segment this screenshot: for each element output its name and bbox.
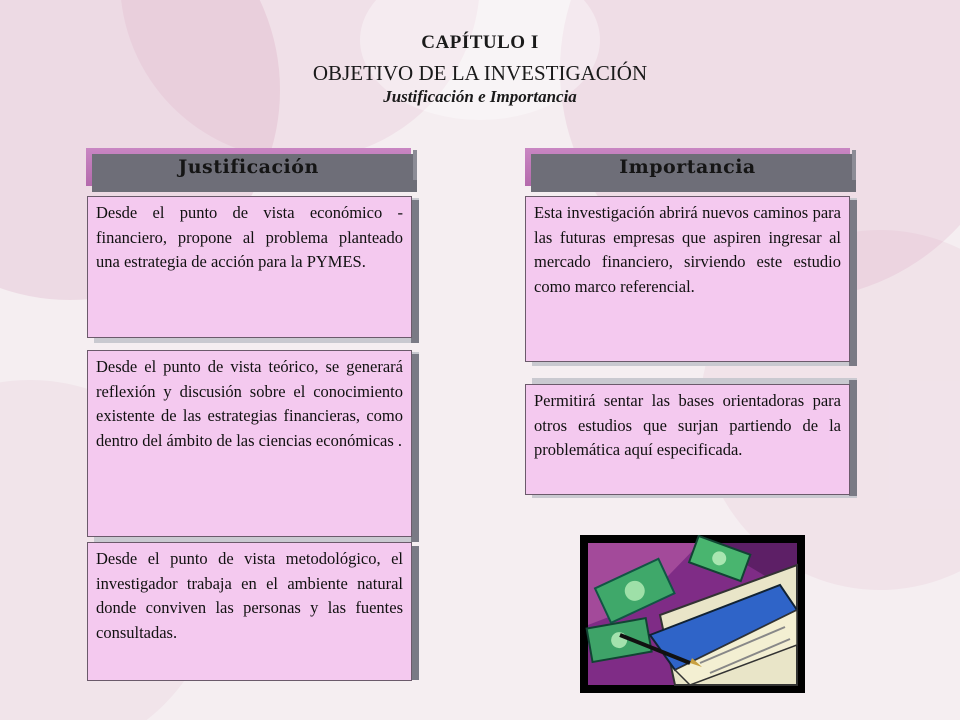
justificacion-item-3 xyxy=(87,542,412,681)
page-subtitle: Justificación e Importancia xyxy=(383,87,577,106)
justificacion-item-1-text: Desde el punto de vista económico - financiero, propone al problema planteado una estrategia de acción para la PYMES. xyxy=(96,203,403,271)
justificacion-heading: Justificación xyxy=(178,156,319,178)
justificacion-item-2-text: Desde el punto de vista teórico, se generará reflexión y discusión sobre el conocimiento existente de las estrategias financieras, como dentro del ámbito de las ciencias económicas . xyxy=(96,357,403,450)
justificacion-header xyxy=(86,148,411,186)
importancia-item-1 xyxy=(525,196,850,362)
money-checkbook-icon xyxy=(580,535,805,693)
justificacion-item-2 xyxy=(87,350,412,537)
justificacion-item-3-text: Desde el punto de vista metodológico, el investigador trabaja en el ambiente natural donde conviven las personas y las fuentes consultadas. xyxy=(96,549,403,642)
importancia-header xyxy=(525,148,850,186)
importancia-item-2-text: Permitirá sentar las bases orientadoras para otros estudios que surjan partiendo de la problemática aquí especificada. xyxy=(534,391,841,459)
title-block xyxy=(0,30,960,108)
justificacion-item-1 xyxy=(87,196,412,338)
chapter-title: CAPÍTULO I xyxy=(421,32,539,53)
importancia-item-1-text: Esta investigación abrirá nuevos caminos para las futuras empresas que aspiren ingresar al mercado financiero, sirviendo este estudio como marco referencial. xyxy=(534,203,841,296)
importancia-heading: Importancia xyxy=(619,156,756,178)
page-title: OBJETIVO DE LA INVESTIGACIÓN xyxy=(312,61,648,85)
importancia-item-2 xyxy=(525,384,850,495)
